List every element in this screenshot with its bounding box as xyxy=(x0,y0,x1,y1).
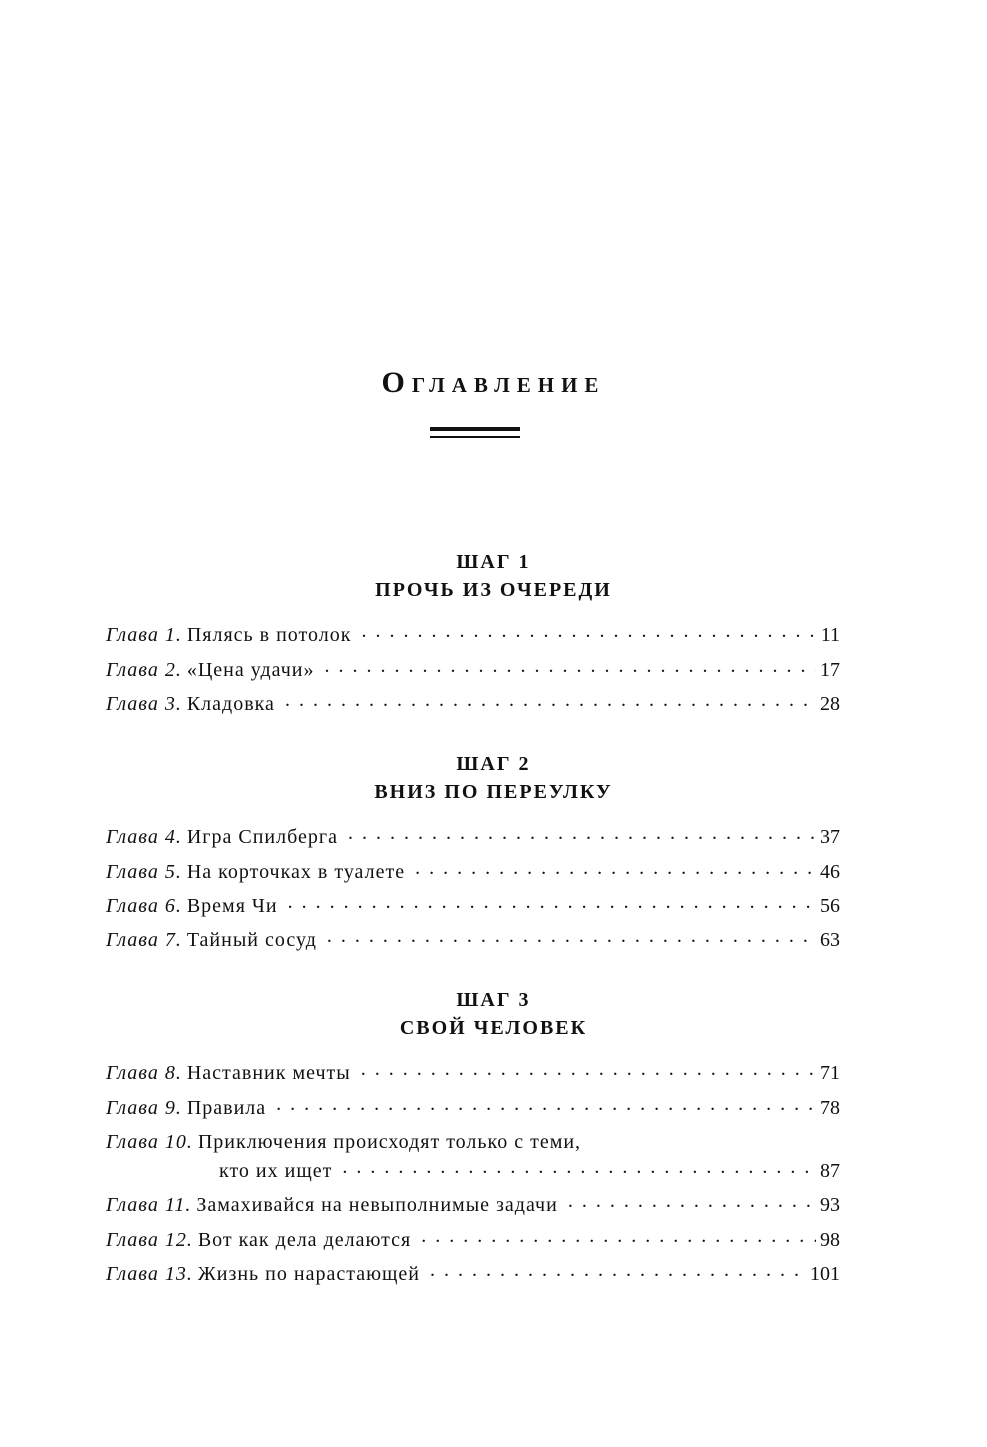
section-name: СВОЙ ЧЕЛОВЕК xyxy=(399,1017,588,1039)
section-heading-3 xyxy=(0,986,987,1042)
toc-entry-chapter-5[interactable] xyxy=(106,857,840,887)
chapter-label: Глава 7. xyxy=(106,929,182,951)
page-title: Оглавление xyxy=(381,366,606,399)
dot-leader xyxy=(342,1157,816,1177)
dot-leader xyxy=(361,621,816,641)
chapter-label: Глава 6. xyxy=(106,895,182,917)
section-name: ПРОЧЬ ИЗ ОЧЕРЕДИ xyxy=(375,579,612,601)
section-step: ШАГ 2 xyxy=(456,753,531,775)
chapter-label: Глава 9. xyxy=(106,1097,182,1119)
chapter-label: Глава 1. xyxy=(106,624,182,646)
chapter-title: «Цена удачи» xyxy=(186,659,315,681)
dot-leader xyxy=(568,1191,816,1211)
section-step: ШАГ 3 xyxy=(456,989,531,1011)
section-heading-1 xyxy=(0,548,987,604)
toc-entry-chapter-10[interactable] xyxy=(106,1127,840,1157)
chapter-title: Тайный сосуд xyxy=(186,929,317,951)
page-number: 63 xyxy=(820,929,840,951)
toc-entry-chapter-9[interactable] xyxy=(106,1093,840,1123)
chapter-title: Пялясь в потолок xyxy=(186,624,352,646)
chapter-title: Кладовка xyxy=(186,693,275,715)
page-number: 93 xyxy=(820,1194,840,1216)
chapter-label: Глава 2. xyxy=(106,659,182,681)
chapter-title-continued: кто их ищет xyxy=(219,1160,333,1182)
chapter-title: На корточках в туалете xyxy=(186,861,406,883)
chapter-title: Жизнь по нарастающей xyxy=(197,1263,420,1285)
page-number: 11 xyxy=(820,624,840,646)
chapter-label: Глава 5. xyxy=(106,861,182,883)
chapter-label: Глава 13. xyxy=(106,1263,193,1285)
dot-leader xyxy=(327,926,816,946)
toc-entry-chapter-13[interactable] xyxy=(106,1259,840,1289)
chapter-label: Глава 12. xyxy=(106,1229,193,1251)
chapter-label: Глава 10. xyxy=(106,1131,193,1153)
dot-leader xyxy=(324,656,816,676)
toc-entry-chapter-1[interactable] xyxy=(106,620,840,650)
dot-leader xyxy=(276,1094,816,1114)
dot-leader xyxy=(415,858,816,878)
chapter-title: Наставник мечты xyxy=(186,1062,351,1084)
chapter-label: Глава 4. xyxy=(106,826,182,848)
section-step: ШАГ 1 xyxy=(456,551,531,573)
section-heading-2 xyxy=(0,750,987,806)
chapter-label: Глава 3. xyxy=(106,693,182,715)
page-number: 98 xyxy=(820,1229,840,1251)
chapter-label: Глава 8. xyxy=(106,1062,182,1084)
section-name: ВНИЗ ПО ПЕРЕУЛКУ xyxy=(374,781,613,803)
page-number: 78 xyxy=(820,1097,840,1119)
page-number: 101 xyxy=(810,1263,840,1285)
chapter-title: Время Чи xyxy=(186,895,278,917)
toc-entry-chapter-8[interactable] xyxy=(106,1058,840,1088)
page-number: 46 xyxy=(820,861,840,883)
page-number: 17 xyxy=(820,659,840,681)
dot-leader xyxy=(361,1059,816,1079)
dot-leader xyxy=(348,823,816,843)
toc-entry-chapter-4[interactable] xyxy=(106,822,840,852)
page-number: 37 xyxy=(820,826,840,848)
page-number: 28 xyxy=(820,693,840,715)
page-number: 71 xyxy=(820,1062,840,1084)
toc-entry-chapter-11[interactable] xyxy=(106,1190,840,1220)
toc-entry-chapter-2[interactable] xyxy=(106,655,840,685)
title-rule-thin xyxy=(430,436,520,438)
chapter-title: Приключения происходят только с теми, xyxy=(197,1131,582,1153)
toc-entry-chapter-12[interactable] xyxy=(106,1225,840,1255)
page-number: 56 xyxy=(820,895,840,917)
toc-entry-chapter-7[interactable] xyxy=(106,925,840,955)
dot-leader xyxy=(285,690,816,710)
dot-leader xyxy=(430,1260,806,1280)
toc-entry-chapter-3[interactable] xyxy=(106,689,840,719)
toc-entry-chapter-6[interactable] xyxy=(106,891,840,921)
dot-leader xyxy=(288,892,816,912)
chapter-title: Игра Спилберга xyxy=(186,826,338,848)
chapter-title: Замахивайся на невыполнимые задачи xyxy=(196,1194,558,1216)
page-number: 87 xyxy=(820,1160,840,1182)
chapter-title: Вот как дела делаются xyxy=(197,1229,412,1251)
chapter-label: Глава 11. xyxy=(106,1194,192,1216)
chapter-title: Правила xyxy=(186,1097,267,1119)
dot-leader xyxy=(421,1226,816,1246)
title-rule-thick xyxy=(430,427,520,431)
toc-entry-chapter-10-continued[interactable] xyxy=(106,1156,840,1186)
